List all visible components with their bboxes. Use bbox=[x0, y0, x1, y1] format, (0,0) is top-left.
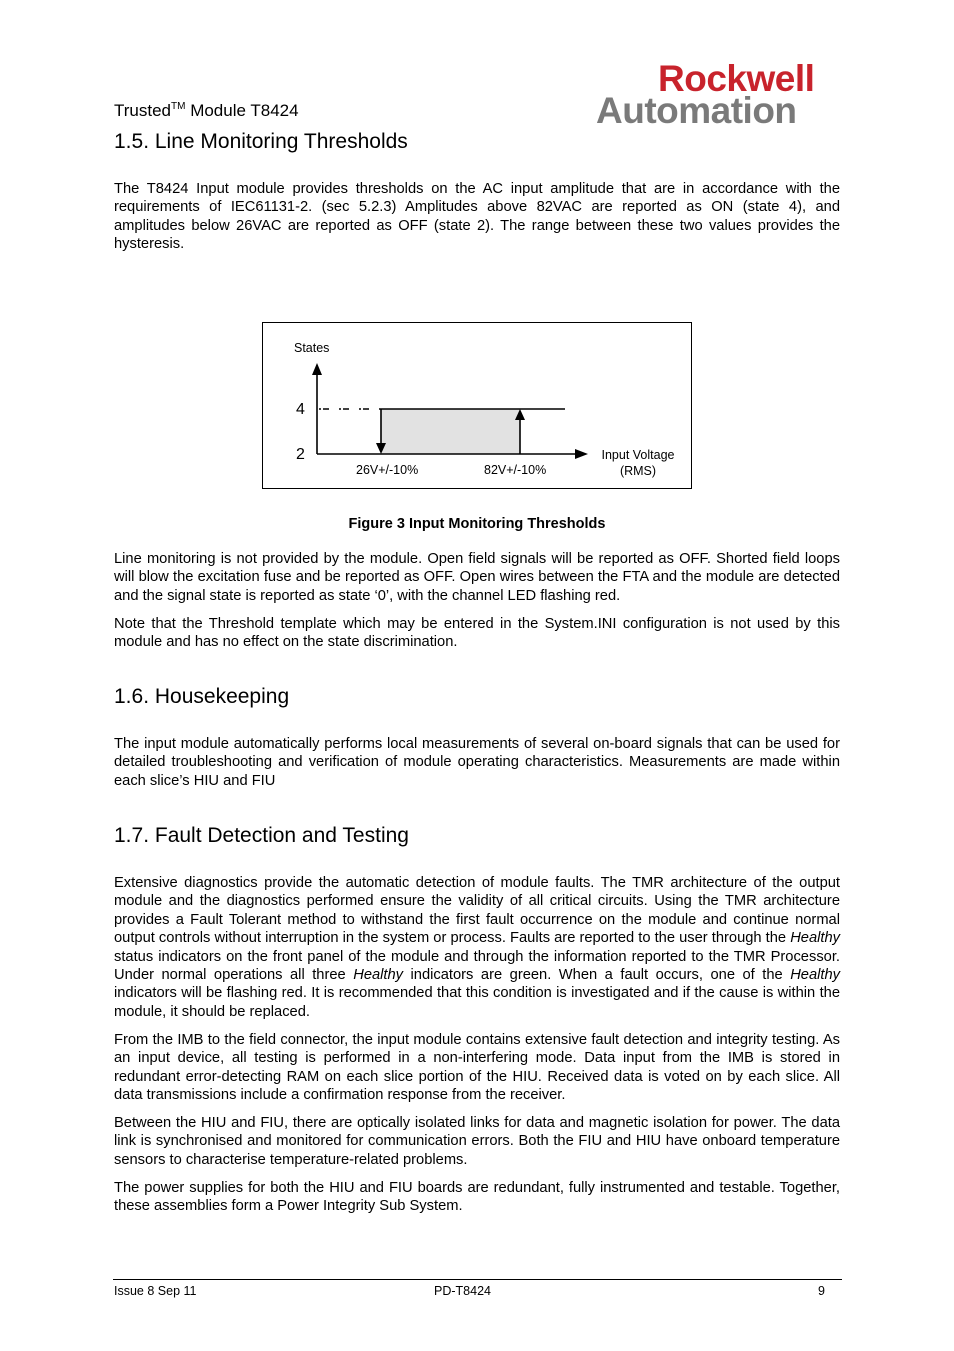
healthy-term: Healthy bbox=[790, 967, 841, 984]
hysteresis-region bbox=[381, 409, 520, 454]
rockwell-automation-logo bbox=[596, 60, 852, 129]
document-title: Trusted™ Module T8424 bbox=[114, 101, 299, 120]
logo-line2: Automation bbox=[596, 90, 797, 131]
logo-line1: Rockwell bbox=[658, 58, 815, 99]
footer-divider bbox=[113, 1279, 842, 1280]
y-axis-arrowhead bbox=[312, 363, 322, 375]
footer-page-number: 9 bbox=[818, 1284, 825, 1298]
paragraph-integrity-testing: From the IMB to the field connector, the input module contains extensive fault detection and integrity testing. As an input device, all testing is performed in a non-interfering mode. Data input from the IMB is stored in redundant error-detecting RAM on each slice portion of the HIU. Received data is voted on by each slice. All data transmissions include a confirmation response from the receiver. bbox=[114, 1032, 840, 1104]
healthy-term: Healthy bbox=[353, 967, 404, 984]
figure-caption: Figure 3 Input Monitoring Thresholds bbox=[348, 516, 606, 532]
paragraph-line-monitoring: Line monitoring is not provided by the module. Open field signals will be reported as OFF. Shorted field loops will blow the excitation fuse and be reported as OFF. Open wires between the FTA and the module are detected and the signal state is reported as state ‘0’, with the channel LED flashing red. bbox=[114, 551, 840, 604]
threshold-diagram bbox=[263, 323, 691, 488]
footer-issue: Issue 8 Sep 11 bbox=[114, 1284, 197, 1298]
state-high-label: 4 bbox=[296, 401, 305, 418]
x-axis-label-line2: (RMS) bbox=[619, 464, 657, 478]
paragraph-threshold-template: Note that the Threshold template which may be entered in the System.INI configuration is not used by this module and has no effect on the state discrimination. bbox=[114, 616, 840, 651]
threshold-figure bbox=[262, 322, 692, 489]
paragraph-diagnostics: Extensive diagnostics provide the automatic detection of module faults. The TMR architecture of the output module and the diagnostics performed ensure the validity of all critical circuits. Using the TMR architecture provides a Fault Tolerant method to withstand the first fault occurrence on the module and continue normal output controls without interruption in the system or process. Faults are reported to the user through the Healthy status indicators on the front panel of the module and through the information reported to the TMR Processor. Under normal operations all three Healthy indicators are green. When a fault occurs, one of the Healthy indicators will be flashing red. It is recommended that this condition is investigated and if the cause is within the module, it should be replaced. bbox=[114, 875, 841, 1020]
paragraph-housekeeping: The input module automatically performs local measurements of several on-board signals that can be used for detailed troubleshooting and verification of module operating characteristics. Measurements are made within each slice’s HIU and FIU bbox=[114, 736, 840, 789]
state-low-label: 2 bbox=[296, 446, 305, 463]
section-heading-line-monitoring: 1.5. Line Monitoring Thresholds bbox=[114, 130, 408, 153]
paragraph-isolation: Between the HIU and FIU, there are optically isolated links for data and magnetic isolation for power. The data link is synchronised and monitored for communication errors. Both the FIU and HIU have onboard temperature sensors to characterise temperature-related problems. bbox=[114, 1115, 840, 1168]
x-axis-arrowhead bbox=[575, 449, 588, 459]
healthy-term: Healthy bbox=[790, 930, 840, 947]
y-axis-label: States bbox=[294, 341, 330, 355]
high-threshold-label: 82V+/-10% bbox=[484, 463, 547, 477]
section-heading-fault-detection: 1.7. Fault Detection and Testing bbox=[114, 824, 409, 847]
paragraph-power-supplies: The power supplies for both the HIU and FIU boards are redundant, fully instrumented and testable. Together, these assemblies form a Power Integrity Sub System. bbox=[114, 1180, 840, 1215]
low-threshold-label: 26V+/-10% bbox=[356, 463, 419, 477]
paragraph-thresholds-intro: The T8424 Input module provides thresholds on the AC input amplitude that are in accordance with the requirements of IEC61131-2. (sec 5.2.3) Amplitudes above 82VAC are reported as ON (state 4), and amplitudes below 26VAC are reported as OFF (state 2). The range between these two values provides the hysteresis. bbox=[114, 181, 840, 253]
x-axis-label-line1: Input Voltage bbox=[601, 448, 675, 462]
footer-doc-id: PD-T8424 bbox=[434, 1284, 491, 1298]
section-heading-housekeeping: 1.6. Housekeeping bbox=[114, 685, 290, 708]
